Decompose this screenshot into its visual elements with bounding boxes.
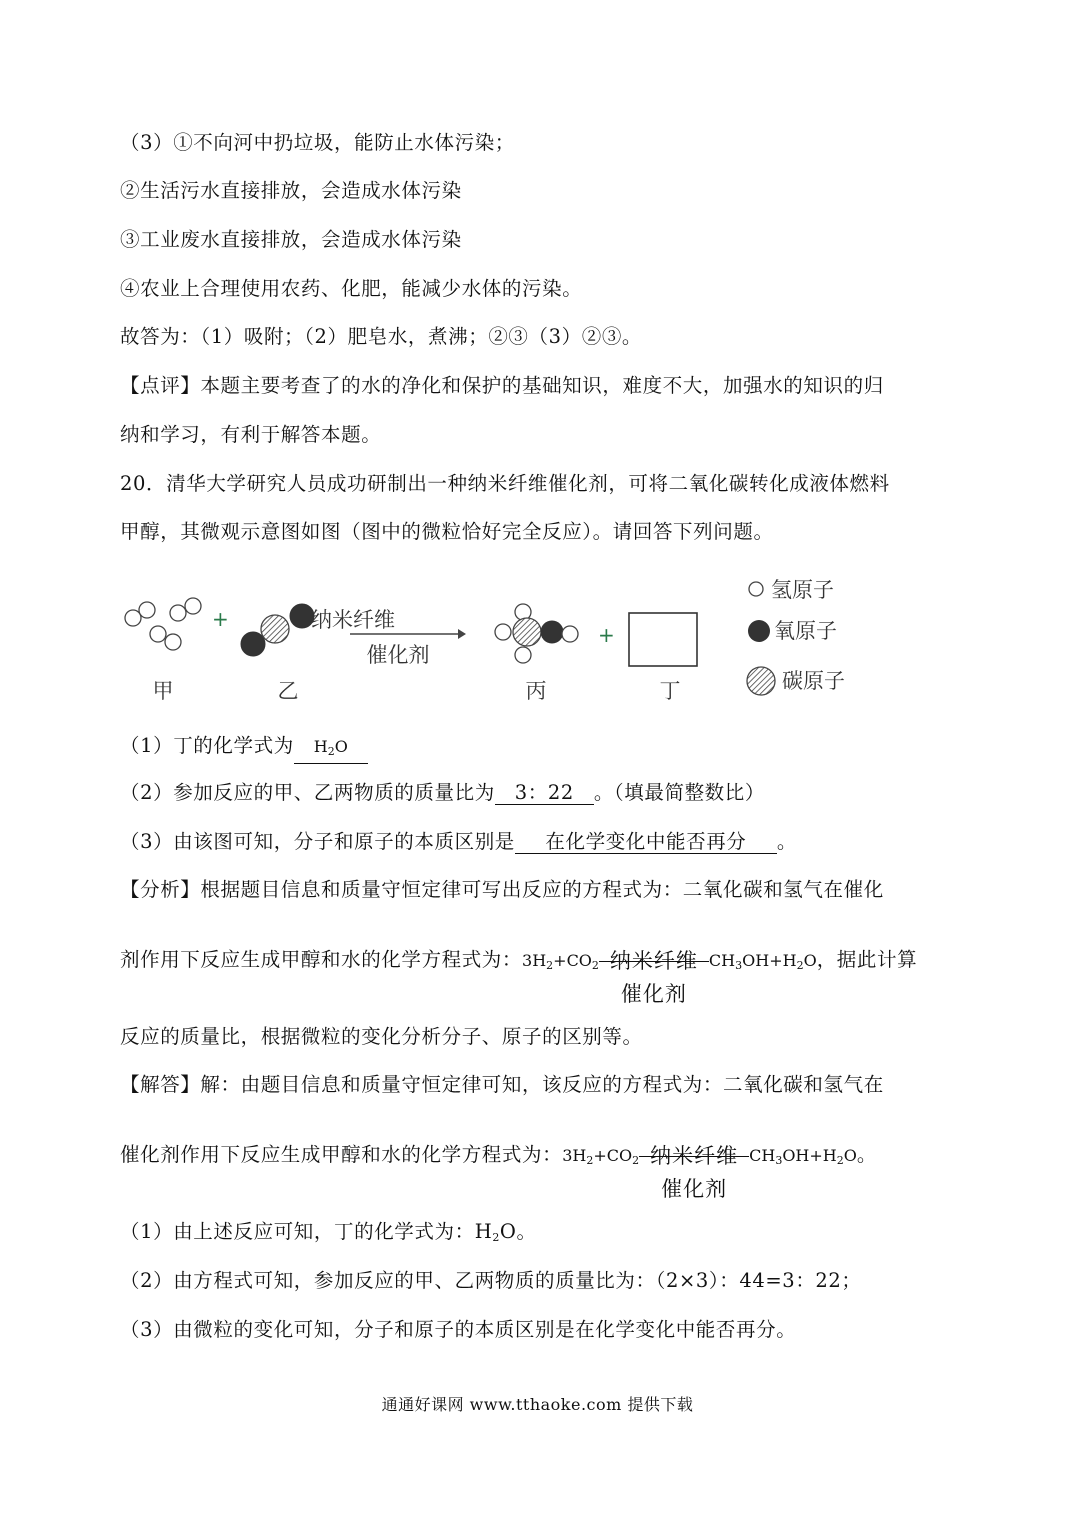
analysis-line-2-prefix: 剂作用下反应生成甲醇和水的化学方程式为： <box>120 948 523 971</box>
unknown-product-box <box>629 613 697 666</box>
question-3-prefix: （3）由该图可知，分子和原子的本质区别是 <box>120 830 515 853</box>
question-20-stem-2: 甲醇，其微观示意图如图（图中的微粒恰好完全反应）。请回答下列问题。 <box>120 520 774 543</box>
carbon-legend-icon <box>747 667 775 695</box>
equation-right-1: $CH_3OH+H_2O$ <box>708 951 817 972</box>
solution-line-2 <box>120 1125 960 1201</box>
equation-top-2: 纳米纤维 <box>650 1143 739 1168</box>
question-1-answer <box>294 736 368 764</box>
question-2 <box>120 780 960 806</box>
analysis-line-2-suffix: ，据此计算 <box>816 948 918 971</box>
solution-line-3-text: （1）由上述反应可知，丁的化学式为：H <box>120 1220 493 1243</box>
question-1-prefix: （1）丁的化学式为 <box>120 734 294 757</box>
solution-line-3 <box>120 1219 960 1251</box>
question-3 <box>120 829 960 855</box>
question-20-stem-1: 20．清华大学研究人员成功研制出一种纳米纤维催化剂，可将二氧化碳转化成液体燃料 <box>120 472 890 495</box>
hydrogen-legend-icon <box>749 582 763 596</box>
label-bing: 丙 <box>525 679 547 703</box>
answer-summary: 故答为：（1）吸附；（2）肥皂水，煮沸；②③（3）②③。 <box>120 325 643 348</box>
plus-sign-1: + <box>212 607 229 631</box>
solution-line-4: （2）由方程式可知，参加反应的甲、乙两物质的质量比为：（2×3）：44=3：22； <box>120 1269 862 1292</box>
methanol-molecule <box>495 604 578 663</box>
analysis-line-1: 【分析】根据题目信息和质量守恒定律可写出反应的方程式为：二氧化碳和氢气在催化 <box>120 878 884 901</box>
analysis-line-3: 反应的质量比，根据微粒的变化分析分子、原子的区别等。 <box>120 1025 643 1048</box>
answer-o: O <box>334 737 348 756</box>
solution-line-2-suffix: 。 <box>856 1143 877 1166</box>
label-jia: 甲 <box>152 679 174 703</box>
hydrogen-molecules <box>125 598 201 650</box>
analysis-line-2 <box>120 930 960 1006</box>
solution-line-1: 【解答】解：由题目信息和质量守恒定律可知，该反应的方程式为：二氧化碳和氢气在 <box>120 1073 884 1096</box>
solution-line-3-sub: 2 <box>492 1231 500 1244</box>
equation-left-1: $3H_2+CO_2$ <box>522 951 599 972</box>
equation-left-2: $3H_2+CO_2$ <box>562 1146 640 1167</box>
text-line-3: ③工业废水直接排放，会造成水体污染 <box>120 228 462 251</box>
solution-line-3-tail: O。 <box>499 1220 537 1243</box>
comment-line-2: 纳和学习，有利于解答本题。 <box>120 423 382 446</box>
question-2-suffix: 。（填最简整数比） <box>593 781 765 804</box>
text-line-1: （3）①不向河中扔垃圾，能防止水体污染； <box>120 131 515 154</box>
solution-line-2-prefix: 催化剂作用下反应生成甲醇和水的化学方程式为： <box>120 1143 563 1166</box>
question-2-prefix: （2）参加反应的甲、乙两物质的质量比为 <box>120 781 495 804</box>
equation-bar-1 <box>599 961 709 962</box>
answer-h: H <box>313 737 328 756</box>
condition-top: 纳米纤维 <box>311 608 395 632</box>
legend-carbon: 碳原子 <box>782 669 845 693</box>
equation-bottom-2: 催化剂 <box>661 1176 728 1201</box>
question-3-suffix: 。 <box>776 830 798 853</box>
text-line-2: ②生活污水直接排放，会造成水体污染 <box>120 179 462 202</box>
question-1 <box>120 733 960 764</box>
equation-condition-2 <box>639 1126 749 1201</box>
solution-line-5: （3）由微粒的变化可知，分子和原子的本质区别是在化学变化中能否再分。 <box>120 1318 797 1341</box>
label-yi: 乙 <box>277 679 299 703</box>
legend-hydrogen: 氢原子 <box>771 578 834 602</box>
equation-bottom-1: 催化剂 <box>620 981 687 1006</box>
label-ding: 丁 <box>659 679 681 703</box>
equation-bar-2 <box>639 1156 749 1157</box>
equation-right-2: $CH_3OH+H_2O$ <box>749 1146 857 1167</box>
legend-oxygen: 氧原子 <box>774 619 837 643</box>
question-2-answer: 3：22 <box>495 782 594 805</box>
equation-condition-1 <box>599 931 709 1006</box>
question-3-answer: 在化学变化中能否再分 <box>515 831 777 854</box>
legend <box>747 578 845 695</box>
plus-sign-2: + <box>598 623 615 647</box>
text-line-4: ④农业上合理使用农药、化肥，能减少水体的污染。 <box>120 277 583 300</box>
carbon-dioxide-molecule <box>241 604 314 656</box>
equation-top-1: 纳米纤维 <box>609 948 698 973</box>
arrow-head <box>458 629 466 639</box>
page-footer: 通通好课网 www.tthaoke.com 提供下载 <box>381 1395 694 1414</box>
reaction-diagram <box>118 572 878 712</box>
comment-line-1: 【点评】本题主要考查了的水的净化和保护的基础知识，难度不大，加强水的知识的归 <box>120 374 884 397</box>
oxygen-legend-icon <box>748 620 770 642</box>
condition-bottom: 催化剂 <box>366 643 430 667</box>
answer-sub: 2 <box>327 745 335 758</box>
